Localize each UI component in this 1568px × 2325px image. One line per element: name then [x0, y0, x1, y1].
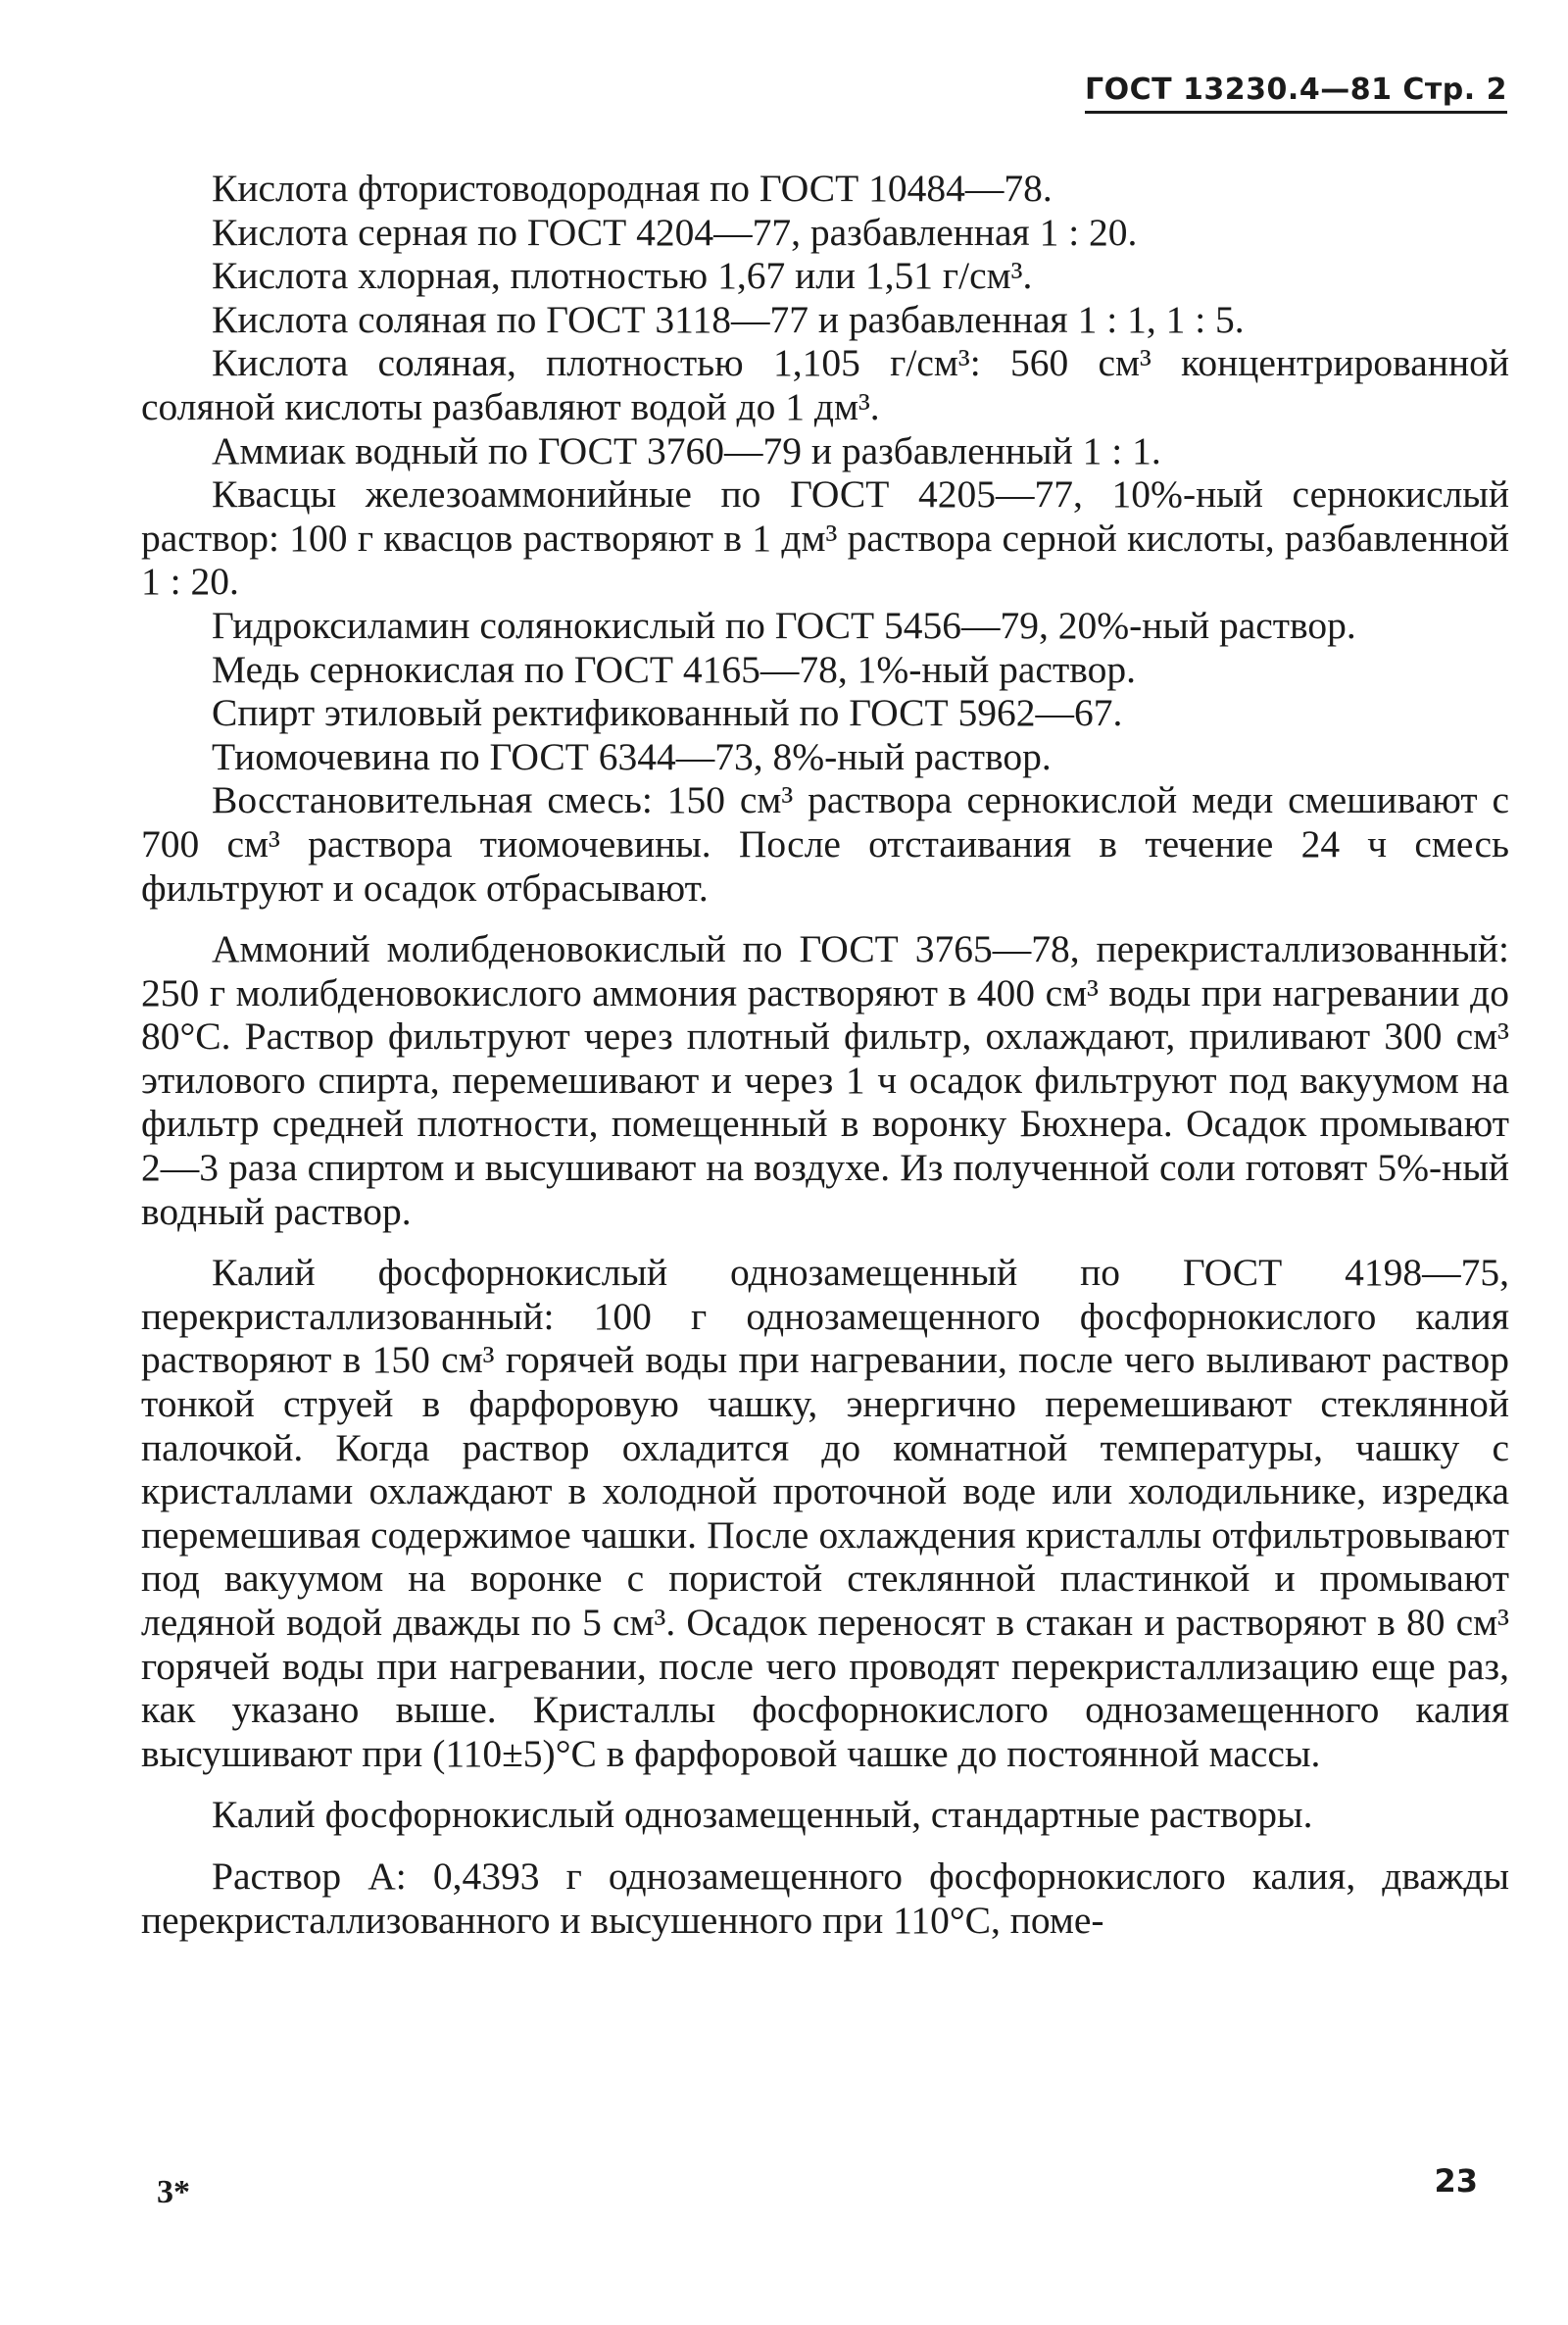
paragraph: Квасцы железоаммонийные по ГОСТ 4205—77, 10%-ный сернокислый раствор: 100 г квасцов растворяют в 1 дм³ раствора серной кислоты, разбавленной 1 : 20. — [141, 472, 1509, 604]
paragraph: Кислота серная по ГОСТ 4204—77, разбавленная 1 : 20. — [212, 210, 1138, 254]
paragraph: Медь сернокислая по ГОСТ 4165—78, 1%-ный раствор. — [212, 647, 1136, 691]
page-number: 23 — [1434, 2162, 1478, 2200]
paragraph: Аммоний молибденовокислый по ГОСТ 3765—78, перекристаллизованный: 250 г молибденовокислого аммония растворяют в 400 см³ воды при нагревании до 80°С. Раствор фильтруют через плотный фильтр, охлаждают, приливают 300 см³ этилового спирта, перемешивают и через 1 ч осадок фильтруют под вакуумом на фильтр средней плотности, помещенный в воронку Бюхнера. Осадок промывают 2—3 раза спиртом и высушивают на воздухе. Из полученной соли готовят 5%-ный водный раствор. — [141, 927, 1509, 1233]
paragraph: Кислота фтористоводородная по ГОСТ 10484—78. — [212, 167, 1053, 210]
running-header: ГОСТ 13230.4—81 Стр. 2 — [1085, 73, 1507, 114]
body-text — [141, 167, 1509, 1942]
paragraph: Кислота хлорная, плотностью 1,67 или 1,51 г/см³. — [212, 254, 1033, 298]
paragraph: Калий фосфорнокислый однозамещенный по ГОСТ 4198—75, перекристаллизованный: 100 г однозамещенного фосфорнокислого калия растворяют в 150 см³ горячей воды при нагревании, после чего выливают раствор тонкой струей в фарфоровую чашку, энергично перемешивают стеклянной палочкой. Когда раствор охладится до комнатной температуры, чашку с кристаллами охлаждают в холодной проточной воде или холодильнике, изредка перемешивая содержимое чашки. После охлаждения кристаллы отфильтровывают под вакуумом на воронке с пористой стеклянной пластинкой и промывают ледяной водой дважды по 5 см³. Осадок переносят в стакан и растворяют в 80 см³ горячей воды при нагревании, после чего проводят перекристаллизацию еще раз, как указано выше. Кристаллы фосфорнокислого однозамещенного калия высушивают при (110±5)°С в фарфоровой чашке до постоянной массы. — [141, 1251, 1509, 1775]
signature-mark: 3* — [157, 2174, 190, 2210]
paragraph: Раствор А: 0,4393 г однозамещенного фосфорнокислого калия, дважды перекристаллизованного и высушенного при 110°С, поме- — [141, 1854, 1509, 1942]
paragraph: Спирт этиловый ректификованный по ГОСТ 5962—67. — [212, 691, 1123, 735]
paragraph: Кислота соляная по ГОСТ 3118—77 и разбавленная 1 : 1, 1 : 5. — [212, 297, 1245, 341]
paragraph: Тиомочевина по ГОСТ 6344—73, 8%-ный раствор. — [212, 734, 1052, 778]
paragraph: Аммиак водный по ГОСТ 3760—79 и разбавленный 1 : 1. — [212, 428, 1161, 472]
paragraph: Кислота соляная, плотностью 1,105 г/см³: 560 см³ концентрированной соляной кислоты разбавляют водой до 1 дм³. — [141, 341, 1509, 428]
paragraph: Восстановительная смесь: 150 см³ раствора сернокислой меди смешивают с 700 см³ раствора тиомочевины. После отстаивания в течение 24 ч смесь фильтруют и осадок отбрасывают. — [141, 778, 1509, 910]
paragraph: Гидроксиламин солянокислый по ГОСТ 5456—79, 20%-ный раствор. — [212, 603, 1356, 647]
paragraph: Калий фосфорнокислый однозамещенный, стандартные растворы. — [212, 1793, 1313, 1837]
